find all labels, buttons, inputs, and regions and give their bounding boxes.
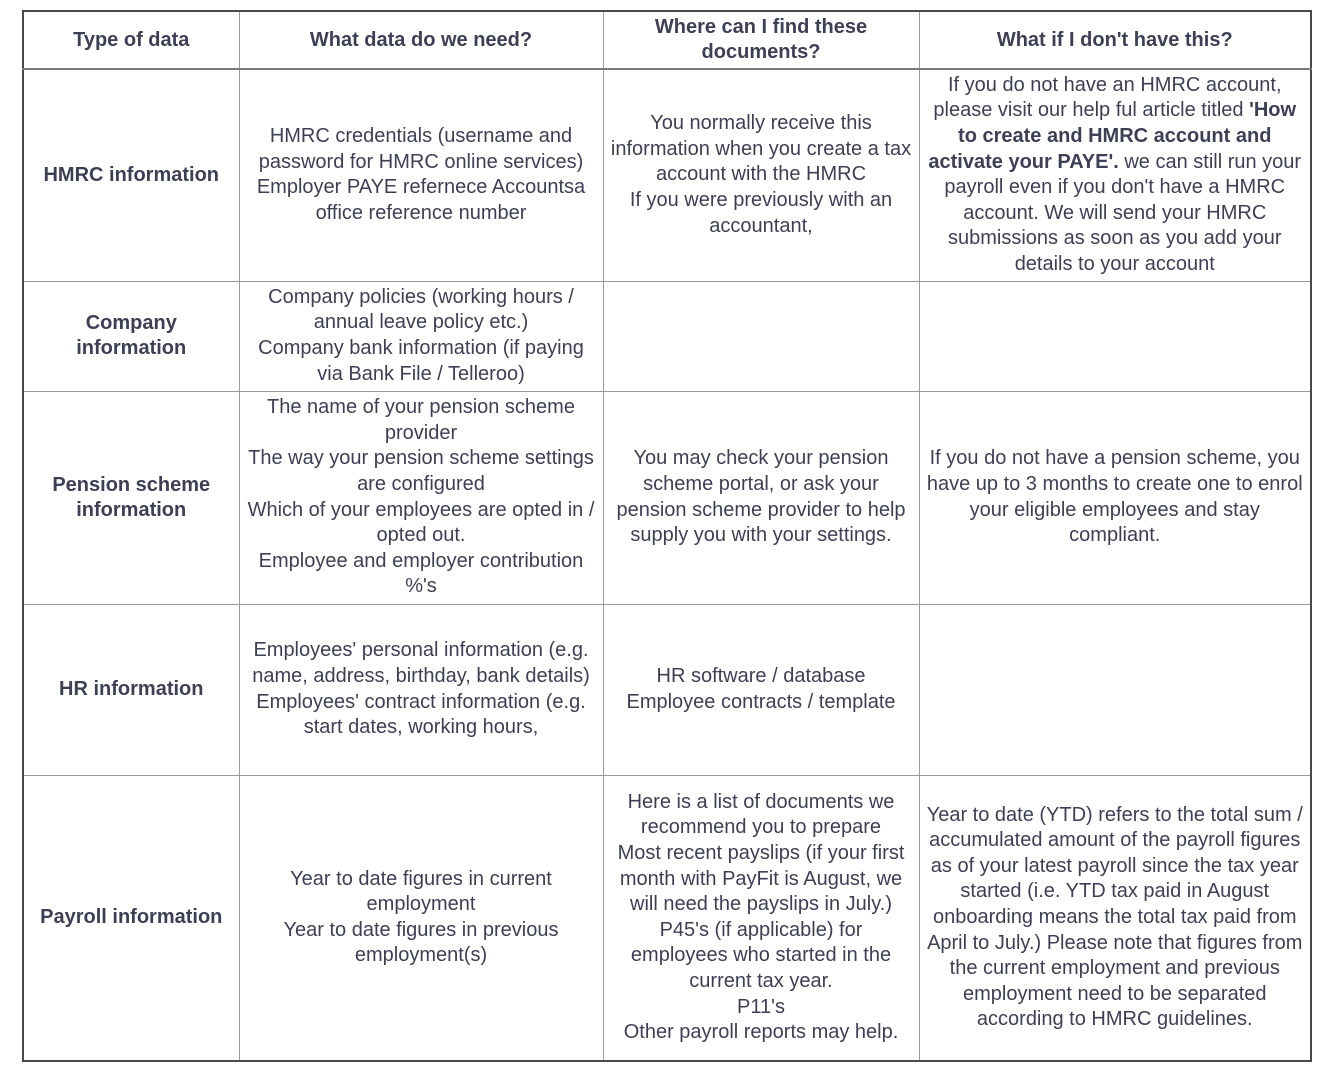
data-needed-line: HMRC credentials (username and password for HMRC online services): [258, 125, 584, 173]
table-row-hr: [23, 604, 1311, 775]
data-needed-line: Year to date figures in current employment: [290, 867, 552, 916]
data-needed-line: Employees' contract information (e.g. start dates, working hours,: [256, 690, 586, 739]
where-to-find-cell: [603, 69, 919, 281]
where-to-find-line: HR software / database: [656, 664, 866, 687]
data-needed-line: Employer PAYE refernece Accountsa office reference number: [256, 176, 586, 224]
data-needed-line: Employees' personal information (e.g. name, address, birthday, bank details): [252, 639, 590, 687]
data-needed-line: Company bank information (if paying via Bank File / Telleroo): [258, 337, 584, 385]
table-row-company: [23, 281, 1311, 391]
header-data-needed: What data do we need?: [239, 11, 603, 69]
where-to-find-cell: [603, 775, 919, 1061]
row-type: HR information: [23, 604, 239, 775]
header-where-to-find: Where can I find these documents?: [603, 11, 919, 69]
if-missing-cell: [919, 281, 1311, 391]
where-to-find-line: You normally receive this information when you create a tax account with the HMRC: [610, 112, 912, 186]
data-needed-cell: [239, 604, 603, 775]
where-to-find-cell: [603, 281, 919, 391]
where-to-find-line: P45's (if applicable) for employees who started in the current tax year.: [630, 918, 892, 992]
data-needed-line: Company policies (working hours / annual leave policy etc.): [268, 285, 574, 334]
row-type: Company information: [23, 281, 239, 391]
where-to-find-line: Most recent payslips (if your first month with PayFit is August, we will need the payslips in July.): [617, 841, 905, 916]
help-article-title: 'How to create and HMRC account and activate your PAYE'.: [928, 99, 1297, 173]
row-type: Payroll information: [23, 775, 239, 1061]
where-to-find-line: Here is a list of documents we recommend you to prepare: [627, 790, 895, 839]
where-to-find-line: You may check your pension scheme portal, or ask your pension scheme provider to help supply you with your settings.: [616, 447, 906, 547]
where-to-find-cell: [603, 391, 919, 604]
data-needed-line: Employee and employer contribution %'s: [258, 549, 584, 598]
table-row-pension: [23, 391, 1311, 604]
table-row-hmrc: [23, 69, 1311, 281]
where-to-find-line: Other payroll reports may help.: [623, 1021, 899, 1044]
if-missing-outro: we can still run your payroll even if you don't have a HMRC account. We will send your HMRC submissions as soon as you add your details to your account: [944, 150, 1302, 276]
data-needed-line: Year to date figures in previous employment(s): [283, 918, 559, 967]
if-missing-cell: [919, 604, 1311, 775]
data-needed-cell: [239, 69, 603, 281]
data-needed-line: The way your pension scheme settings are configured: [248, 447, 594, 495]
row-type: Pension scheme information: [23, 391, 239, 604]
data-needed-line: Which of your employees are opted in / opted out.: [247, 498, 595, 547]
where-to-find-line: If you were previously with an accountant,: [629, 189, 893, 237]
where-to-find-line: P11's: [737, 995, 785, 1018]
header-if-missing: What if I don't have this?: [919, 11, 1311, 69]
data-needed-cell: [239, 281, 603, 391]
header-type-of-data: Type of data: [23, 11, 239, 69]
if-missing-cell: If you do not have a pension scheme, you have up to 3 months to create one to enrol your eligible employees and stay compliant.: [919, 391, 1311, 604]
table-row-payroll: [23, 775, 1311, 1061]
if-missing-cell: [919, 69, 1311, 281]
where-to-find-line: Employee contracts / template: [626, 690, 896, 713]
row-type: HMRC information: [23, 69, 239, 281]
if-missing-cell: Year to date (YTD) refers to the total sum / accumulated amount of the payroll figures as of your latest payroll since the tax year started (i.e. YTD tax paid in August onboarding means the total tax paid from April to July.) Please note that figures from the current employment and previous employment need to be separated according to HMRC guidelines.: [919, 775, 1311, 1061]
where-to-find-cell: [603, 604, 919, 775]
requirements-table: [22, 10, 1312, 1062]
data-needed-line: The name of your pension scheme provider: [267, 396, 575, 444]
if-missing-intro: If you do not have an HMRC account, please visit our help ful article titled: [933, 73, 1282, 122]
header-row: [23, 11, 1311, 69]
data-needed-cell: [239, 391, 603, 604]
data-needed-cell: [239, 775, 603, 1061]
